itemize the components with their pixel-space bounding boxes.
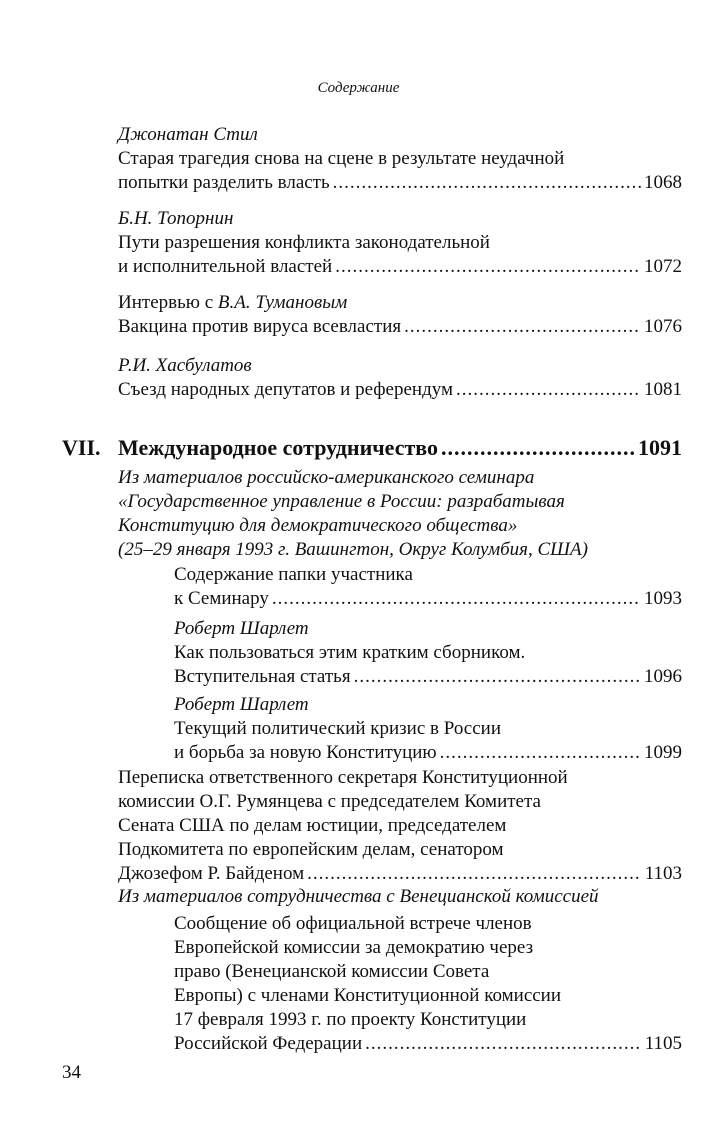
entry-title-line: Старая трагедия снова на сцене в результате неудачной xyxy=(118,148,565,169)
entry-title-line: Содержание папки участника xyxy=(174,564,413,585)
entry-author: Роберт Шарлет xyxy=(174,618,309,639)
entry-leader-line xyxy=(174,587,682,611)
entry-page: 1105 xyxy=(644,1033,682,1054)
entry-title-line: Как пользоваться этим кратким сборником. xyxy=(174,642,526,663)
seminar-intro-line: Конституцию для демократического общества» xyxy=(118,515,518,536)
dot-leader xyxy=(272,587,641,611)
seminar-intro-line: «Государственное управление в России: разрабатывая xyxy=(118,491,565,512)
entry-leader-line xyxy=(118,862,682,886)
entry-page: 1096 xyxy=(644,666,682,687)
entry-leader-line xyxy=(118,315,682,339)
toc-entry-sharlet-2[interactable] xyxy=(174,693,682,765)
entry-page: 1093 xyxy=(644,588,682,609)
entry-page: 1068 xyxy=(644,172,682,193)
venice-intro-line: Из материалов сотрудничества с Венецианской комиссией xyxy=(118,886,599,907)
entry-title-line: Европы) с членами Конституционной комиссии xyxy=(174,985,562,1006)
section-heading[interactable] xyxy=(118,435,682,461)
venice-intro xyxy=(118,885,682,909)
entry-page: 1099 xyxy=(644,742,682,763)
toc-entry-tumanov[interactable] xyxy=(118,291,682,339)
entry-title-last: и борьба за новую Конституцию xyxy=(174,742,437,763)
seminar-intro xyxy=(118,466,682,562)
entry-author-prefix: Интервью с xyxy=(118,292,218,313)
entry-title-last: к Семинару xyxy=(174,588,269,609)
entry-page: 1076 xyxy=(644,316,682,337)
dot-leader xyxy=(333,171,641,195)
entry-title-line: Подкомитета по европейским делам, сенатором xyxy=(118,839,504,860)
section-title: Международное сотрудничество xyxy=(118,435,438,460)
section-number: VII. xyxy=(62,435,101,460)
dot-leader xyxy=(354,665,641,689)
dot-leader xyxy=(440,741,641,765)
entry-title-last: попытки разделить власть xyxy=(118,172,330,193)
entry-leader-line xyxy=(174,665,682,689)
seminar-intro-line: Из материалов российско-американского семинара xyxy=(118,467,535,488)
entry-title-last: и исполнительной властей xyxy=(118,256,333,277)
toc-entry-steele[interactable] xyxy=(118,123,682,195)
entry-title-line: Сообщение об официальной встрече членов xyxy=(174,913,532,934)
entry-leader-line xyxy=(174,741,682,765)
entry-author-line xyxy=(118,291,682,315)
entry-leader-line xyxy=(174,1032,682,1056)
dot-leader xyxy=(404,315,641,339)
entry-leader-line xyxy=(118,378,682,402)
entry-author: В.А. Тумановым xyxy=(217,292,348,313)
entry-leader-line xyxy=(118,255,682,279)
entry-page: 1081 xyxy=(644,379,682,400)
entry-author: Джонатан Стил xyxy=(118,124,258,145)
entry-title-line: комиссии О.Г. Румянцева с председателем Комитета xyxy=(118,791,541,812)
entry-author: Б.Н. Топорнин xyxy=(118,208,234,229)
entry-page: 1072 xyxy=(644,256,682,277)
seminar-intro-line: (25–29 января 1993 г. Вашингтон, Округ Колумбия, США) xyxy=(118,539,588,560)
entry-title-last: Съезд народных депутатов и референдум xyxy=(118,379,454,400)
entry-title-last: Вступительная статья xyxy=(174,666,351,687)
entry-title-line: Европейской комиссии за демократию через xyxy=(174,937,534,958)
toc-entry-folder[interactable] xyxy=(174,563,682,611)
entry-title-last: Вакцина против вируса всевластия xyxy=(118,316,402,337)
entry-title-line: Переписка ответственного секретаря Конституционной xyxy=(118,767,568,788)
toc-entry-khasbulatov[interactable] xyxy=(118,354,682,402)
running-header: Содержание xyxy=(317,80,400,96)
entry-title-line: Пути разрешения конфликта законодательной xyxy=(118,232,490,253)
entry-title-last: Джозефом Р. Байденом xyxy=(118,863,305,884)
entry-author: Роберт Шарлет xyxy=(174,694,309,715)
entry-title-line: Текущий политический кризис в России xyxy=(174,718,501,739)
entry-title-line: право (Венецианской комиссии Совета xyxy=(174,961,490,982)
entry-leader-line xyxy=(118,171,682,195)
dot-leader xyxy=(335,255,641,279)
toc-entry-correspondence[interactable] xyxy=(118,766,682,886)
dot-leader xyxy=(441,435,635,461)
dot-leader xyxy=(365,1032,642,1056)
entry-author: Р.И. Хасбулатов xyxy=(118,355,252,376)
toc-entry-sharlet-1[interactable] xyxy=(174,617,682,689)
toc-entry-topornin[interactable] xyxy=(118,207,682,279)
entry-title-last: Российской Федерации xyxy=(174,1033,363,1054)
dot-leader xyxy=(456,378,641,402)
entry-page: 1103 xyxy=(644,863,682,884)
entry-title-line: 17 февраля 1993 г. по проекту Конституции xyxy=(174,1009,527,1030)
section-leader-line xyxy=(118,435,682,461)
section-page: 1091 xyxy=(638,435,682,460)
dot-leader xyxy=(307,862,642,886)
page-number: 34 xyxy=(62,1062,81,1083)
entry-title-line: Сената США по делам юстиции, председателем xyxy=(118,815,507,836)
toc-entry-venice-meeting[interactable] xyxy=(174,912,682,1056)
